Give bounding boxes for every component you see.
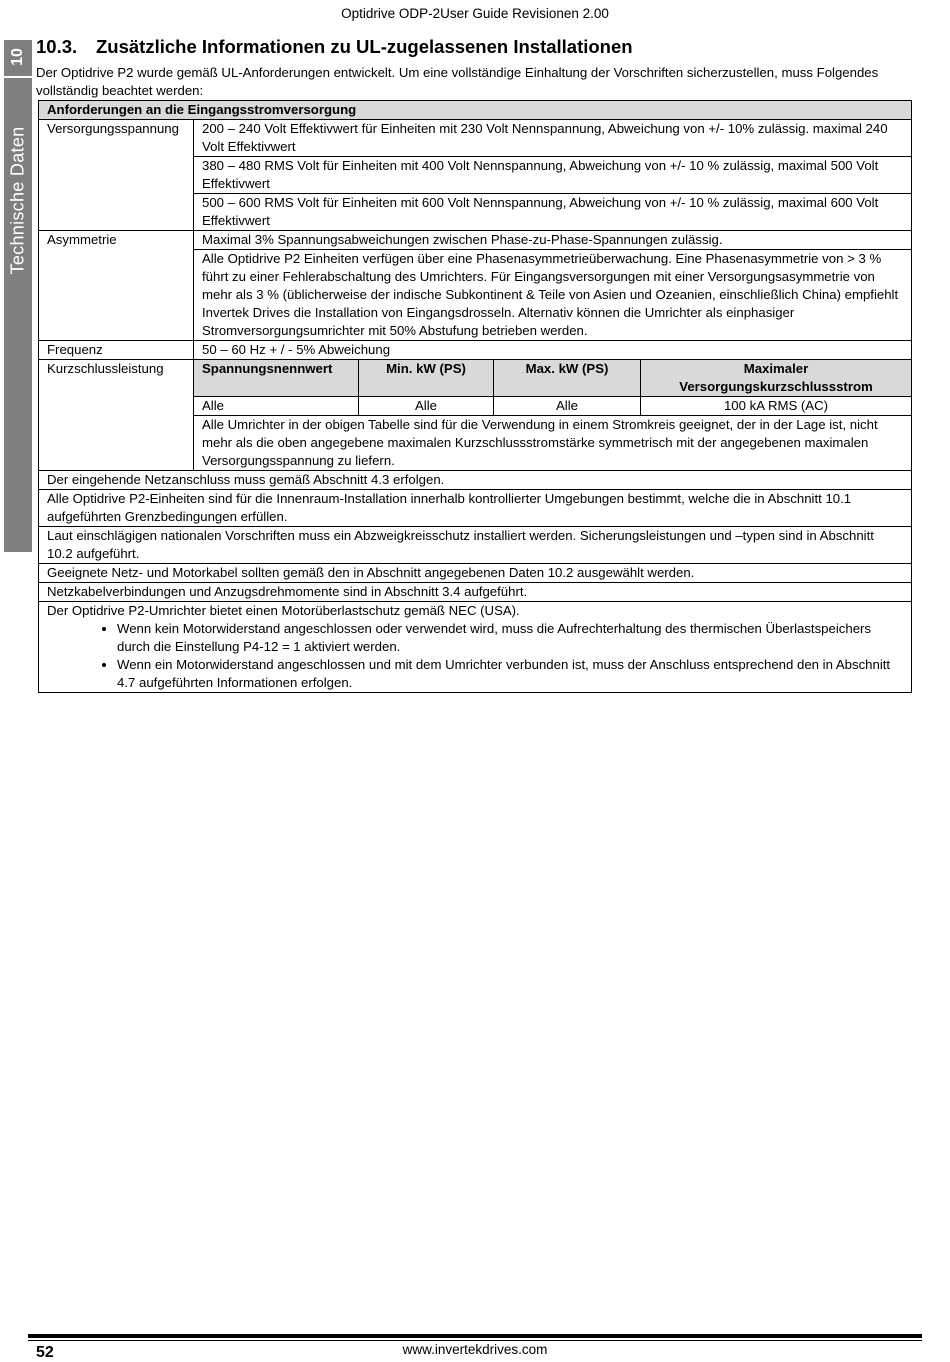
frequency-value: 50 – 60 Hz + / - 5% Abweichung xyxy=(194,341,912,360)
short-circuit-note: Alle Umrichter in der obigen Tabelle sind für die Verwendung in einem Stromkreis geeignet, der in der Lage ist, nicht mehr als die oben angegebene maximalen Kurzschlussstromstärke symmetrisch mit der angegebenen maximalen Versorgungsspannung zu liefern. xyxy=(194,416,911,471)
table-row xyxy=(39,490,912,527)
table-row xyxy=(39,120,912,157)
asymmetry-label: Asymmetrie xyxy=(39,231,194,250)
table-row xyxy=(39,602,912,693)
chapter-label: Technische Daten xyxy=(7,126,28,274)
table-row xyxy=(39,250,912,341)
col-voltage-rating: Spannungsnennwert xyxy=(194,360,359,397)
col-max-short-circuit-current: Maximaler Versorgungskurzschlussstrom xyxy=(641,360,912,397)
table-row xyxy=(39,341,912,360)
short-circuit-label: Kurzschlussleistung xyxy=(39,360,194,471)
max-short-circuit-current-value: 100 kA RMS (AC) xyxy=(641,397,912,416)
list-item: • Wenn ein Motorwiderstand angeschlossen und mit dem Umrichter verbunden ist, muss der Anschluss entsprechend den in Abschnitt 4.7 aufgeführten Informationen erfolgen. xyxy=(117,656,903,692)
section-number: 10.3. xyxy=(36,36,78,57)
asymmetry-monitoring: Alle Optidrive P2 Einheiten verfügen über eine Phasenasymmetrieüberwachung. Eine Phasenasymmetrie von > 3 % führt zu einer Fehlerabschaltung des Umrichters. Für Eingangsversorgungen mit einer Versorgungsasymmetrie von mehr als 3 % (üblicherweise der indische Subkontinent & Teile von Asien und Ozeanien, einschließlich China) empfiehlt Invertek Drives die Installation von Eingangsdrosseln. Alternativ können die Umrichter als einphasiger Stromversorgungsumrichter mit 50% Abstufung betrieben werden. xyxy=(194,250,912,341)
short-circuit-table xyxy=(194,360,911,470)
table-row xyxy=(39,583,912,602)
footer-rule-thin xyxy=(28,1340,922,1341)
document-header: Optidrive ODP-2User Guide Revisionen 2.00 xyxy=(341,6,609,21)
chapter-number: 10 xyxy=(8,48,26,66)
section-title xyxy=(36,36,633,58)
section-heading: Zusätzliche Informationen zu UL-zugelassenen Installationen xyxy=(96,36,633,57)
note-torque-settings: Netzkabelverbindungen und Anzugsdrehmomente sind in Abschnitt 3.4 aufgeführt. xyxy=(39,583,912,602)
short-circuit-header-row xyxy=(194,360,911,397)
motor-protection-text: Der Optidrive P2-Umrichter bietet einen Motorüberlastschutz gemäß NEC (USA). xyxy=(47,603,520,618)
side-tab-divider xyxy=(4,76,32,78)
short-circuit-data-row xyxy=(194,397,911,416)
table-row xyxy=(39,527,912,564)
voltage-rating-value: Alle xyxy=(194,397,359,416)
page-number: 52 xyxy=(36,1344,54,1361)
table-row xyxy=(39,471,912,490)
min-kw-value: Alle xyxy=(359,397,494,416)
supply-voltage-600: 500 – 600 RMS Volt für Einheiten mit 600 Volt Nennspannung, Abweichung von +/- 10 % zulässig, maximal 600 Volt Effektivwert xyxy=(194,194,912,231)
note-cable-selection: Geeignete Netz- und Motorkabel sollten gemäß den in Abschnitt angegebenen Daten 10.2 ausgewählt werden. xyxy=(39,564,912,583)
short-circuit-cell xyxy=(194,360,912,471)
table-heading: Anforderungen an die Eingangsstromversorgung xyxy=(39,101,912,120)
table-heading-row xyxy=(39,101,912,120)
intro-paragraph: Der Optidrive P2 wurde gemäß UL-Anforderungen entwickelt. Um eine vollständige Einhaltung der Vorschriften sicherzustellen, muss Folgendes vollständig beachtet werden: xyxy=(36,65,879,98)
frequency-label: Frequenz xyxy=(39,341,194,360)
list-item: • Wenn kein Motorwiderstand angeschlossen oder verwendet wird, muss die Aufrechterhaltung des thermischen Überlastspeichers durch die Einstellung P4-12 = 1 aktiviert werden. xyxy=(117,620,903,656)
table-row xyxy=(39,564,912,583)
col-min-kw: Min. kW (PS) xyxy=(359,360,494,397)
table-row xyxy=(39,360,912,471)
footer-rule xyxy=(28,1334,922,1338)
table-row xyxy=(39,231,912,250)
supply-voltage-230: 200 – 240 Volt Effektivwert für Einheiten mit 230 Volt Nennspannung, Abweichung von +/- 10% zulässig. maximal 240 Volt Effektivwert xyxy=(194,120,912,157)
footer-website: www.invertekdrives.com xyxy=(402,1342,548,1357)
chapter-side-tab xyxy=(4,40,32,552)
ul-requirements-table xyxy=(38,100,912,693)
supply-voltage-label: Versorgungsspannung xyxy=(39,120,194,157)
max-kw-value: Alle xyxy=(494,397,641,416)
note-branch-circuit-protection: Laut einschlägigen nationalen Vorschriften muss ein Abzweigkreisschutz installiert werden. Sicherungsleistungen und –typen sind in Abschnitt 10.2 aufgeführt. xyxy=(39,527,912,564)
note-mains-connection: Der eingehende Netzanschluss muss gemäß Abschnitt 4.3 erfolgen. xyxy=(39,471,912,490)
table-row xyxy=(39,157,912,194)
supply-voltage-400: 380 – 480 RMS Volt für Einheiten mit 400 Volt Nennspannung, Abweichung von +/- 10 % zulässig, maximal 500 Volt Effektivwert xyxy=(194,157,912,194)
note-indoor-installation: Alle Optidrive P2-Einheiten sind für die Innenraum-Installation innerhalb kontrollierter Umgebungen bestimmt, welche die in Abschnitt 10.1 aufgeführten Grenzbedingungen erfüllen. xyxy=(39,490,912,527)
col-max-kw: Max. kW (PS) xyxy=(494,360,641,397)
asymmetry-limit: Maximal 3% Spannungsabweichungen zwischen Phase-zu-Phase-Spannungen zulässig. xyxy=(194,231,912,250)
motor-protection-list xyxy=(47,620,903,692)
table-row xyxy=(39,194,912,231)
short-circuit-note-row xyxy=(194,416,911,471)
motor-protection-cell xyxy=(39,602,912,693)
